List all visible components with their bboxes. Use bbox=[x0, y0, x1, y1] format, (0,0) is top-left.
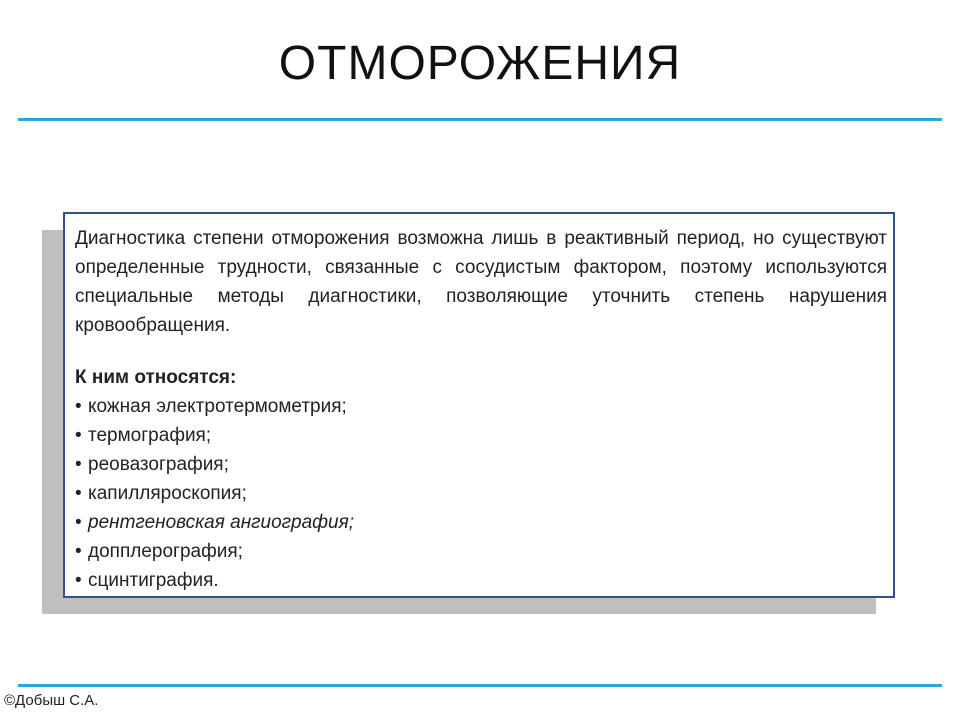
method-text: капилляроскопия; bbox=[88, 483, 247, 504]
bullet: • bbox=[75, 454, 82, 475]
slide-title: ОТМОРОЖЕНИЯ bbox=[278, 37, 682, 90]
method-text: допплерография; bbox=[88, 541, 243, 562]
method-text: рентгеновская ангиография; bbox=[88, 512, 355, 533]
method-text: сцинтиграфия. bbox=[88, 570, 219, 591]
footer-divider bbox=[18, 684, 942, 687]
bullet: • bbox=[75, 425, 82, 446]
method-text: реовазография; bbox=[88, 454, 229, 475]
methods-list bbox=[75, 392, 883, 595]
list-item bbox=[75, 479, 883, 508]
list-item bbox=[75, 450, 883, 479]
list-item bbox=[75, 566, 883, 595]
list-item bbox=[75, 537, 883, 566]
title-divider bbox=[18, 118, 942, 121]
bullet: • bbox=[75, 396, 82, 417]
list-heading: К ним относятся: bbox=[75, 367, 237, 388]
bullet: • bbox=[75, 483, 82, 504]
content-box bbox=[63, 212, 895, 598]
bullet: • bbox=[75, 512, 82, 533]
list-item bbox=[75, 508, 883, 537]
list-item bbox=[75, 421, 883, 450]
method-text: термография; bbox=[88, 425, 212, 446]
bullet: • bbox=[75, 570, 82, 591]
intro-paragraph: Диагностика степени отморожения возможна лишь в реактивный период, но существуют определенные трудности, связанные с сосудистым фактором, поэтому используются специальные методы диагностики, позволяющие уточнить степень нарушения кровообращения. bbox=[75, 228, 887, 336]
method-text: кожная электротермометрия; bbox=[88, 396, 347, 417]
bullet: • bbox=[75, 541, 82, 562]
copyright-text: ©Добыш С.А. bbox=[4, 692, 99, 709]
list-item bbox=[75, 392, 883, 421]
